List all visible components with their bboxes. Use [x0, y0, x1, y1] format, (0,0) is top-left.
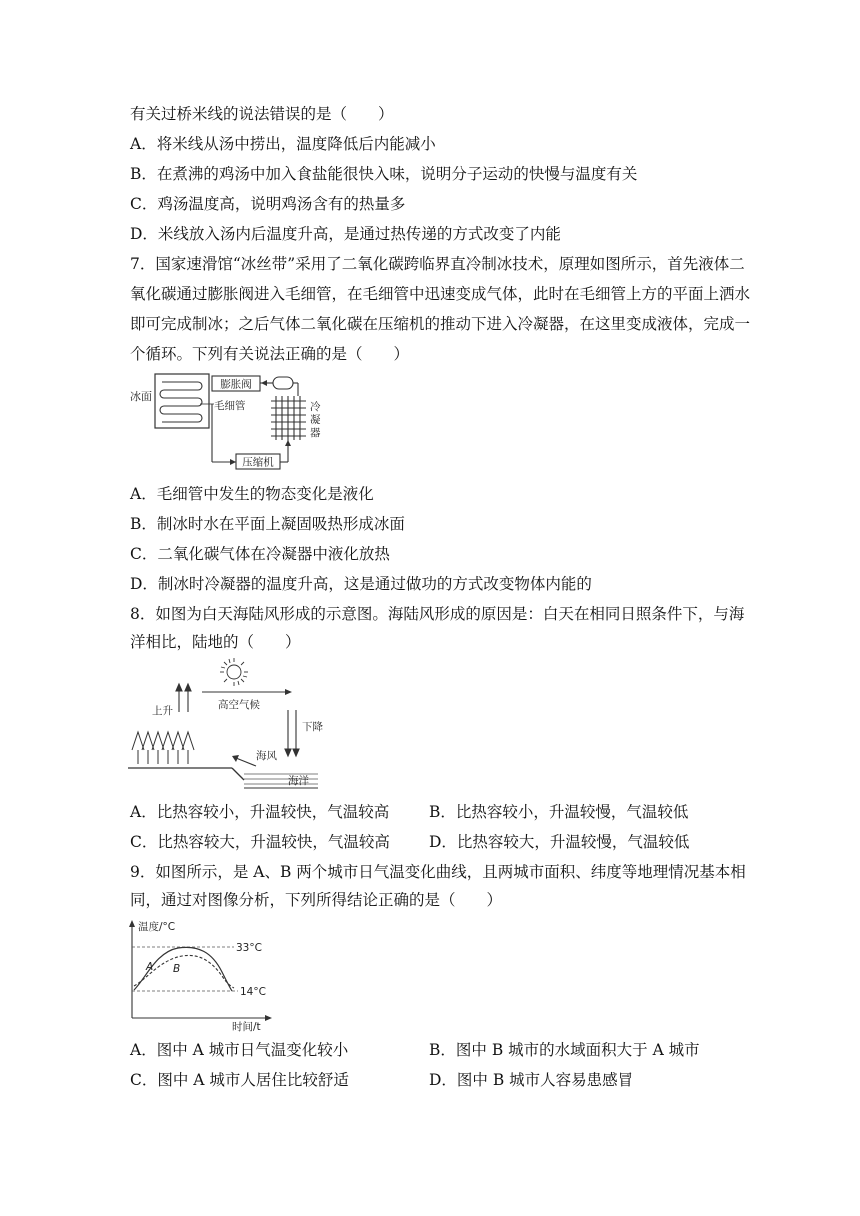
q7-figure-refrigeration-cycle	[128, 368, 348, 472]
q8-option-b: B．比热容较小，升温较慢，气温较低	[429, 803, 689, 821]
curve-a-label: A	[146, 961, 154, 973]
q6-option-c: C．鸡汤温度高，说明鸡汤含有的热量多	[130, 195, 406, 213]
q9-stem-line-2: 同，通过对图像分析，下列所得结论正确的是（ ）	[130, 891, 503, 909]
q8-sea-breeze-label: 海风	[256, 750, 277, 762]
q8-option-c: C．比热容较大，升温较快，气温较高	[130, 833, 390, 851]
q6-option-a: A．将米线从汤中捞出，温度降低后内能减小	[130, 135, 436, 153]
high-temp-label: 33°C	[236, 942, 262, 954]
q7-stem-line-3: 即可完成制冰；之后气体二氧化碳在压缩机的推动下进入冷凝器，在这里变成液体，完成一	[130, 315, 751, 333]
curve-b-label: B	[173, 963, 181, 975]
y-axis-label: 温度/°C	[138, 921, 176, 933]
q6-option-d: D．米线放入汤内后温度升高，是通过热传递的方式改变了内能	[130, 225, 561, 243]
q8-descend-label: 下降	[302, 721, 323, 733]
q8-option-a: A．比热容较小，升温较快，气温较高	[130, 803, 390, 821]
q8-ocean-label: 海洋	[288, 775, 309, 787]
q7-capillary-label: 毛细管	[214, 400, 246, 412]
q8-upper-air-label: 高空气候	[218, 699, 260, 711]
q6-stem-tail: 有关过桥米线的说法错误的是（ ）	[130, 105, 394, 123]
q7-ice-surface-label: 冰面	[130, 390, 152, 403]
q9-figure-temperature-curves	[126, 918, 276, 1034]
q6-option-b: B．在煮沸的鸡汤中加入食盐能很快入味，说明分子运动的快慢与温度有关	[130, 165, 638, 183]
q7-option-b: B．制冰时水在平面上凝固吸热形成冰面	[130, 515, 405, 533]
x-axis-label: 时间/t	[232, 1021, 261, 1033]
sun-icon	[220, 658, 248, 686]
q8-stem-line-1: 8．如图为白天海陆风形成的示意图。海陆风形成的原因是：白天在相同日照条件下，与海	[130, 605, 745, 623]
q9-option-b: B．图中 B 城市的水域面积大于 A 城市	[429, 1041, 700, 1059]
q7-stem-line-4: 个循环。下列有关说法正确的是（ ）	[130, 345, 410, 363]
q8-figure-sea-breeze	[128, 656, 328, 790]
q7-stem-line-2: 氧化碳通过膨胀阀进入毛细管，在毛细管中迅速变成气体，此时在毛细管上方的平面上洒水	[130, 285, 751, 303]
q7-compressor-label: 压缩机	[242, 456, 274, 469]
q7-option-a: A．毛细管中发生的物态变化是液化	[130, 485, 374, 503]
q7-option-d: D．制冰时冷凝器的温度升高，这是通过做功的方式改变物体内能的	[130, 575, 592, 593]
q8-rise-label: 上升	[152, 705, 173, 717]
q7-capillary-coil	[160, 382, 202, 422]
q9-option-a: A．图中 A 城市日气温变化较小	[130, 1041, 349, 1059]
q7-condenser-label: 冷凝器	[310, 401, 321, 439]
q7-condenser-coil	[271, 396, 306, 440]
q9-option-d: D．图中 B 城市人容易患感冒	[429, 1071, 634, 1089]
land-trees	[132, 732, 194, 764]
q7-receiver	[273, 377, 293, 389]
q7-expansion-valve-label: 膨胀阀	[220, 378, 252, 391]
q8-option-d: D．比热容较大，升温较慢，气温较低	[429, 833, 690, 851]
descending-air-arrows	[285, 710, 299, 756]
sea-breeze-arrow	[236, 758, 256, 766]
low-temp-label: 14°C	[240, 986, 266, 998]
q9-stem-line-1: 9．如图所示，是 A、B 两个城市日气温变化曲线，且两城市面积、纬度等地理情况基本相	[130, 863, 746, 881]
rising-air-arrows	[176, 684, 191, 712]
q8-stem-line-2: 洋相比，陆地的（ ）	[130, 633, 301, 651]
q7-stem-line-1: 7．国家速滑馆“冰丝带”采用了二氧化碳跨临界直冷制冰技术，原理如图所示，首先液体二	[130, 255, 745, 273]
q9-option-c: C．图中 A 城市人居住比较舒适	[130, 1071, 349, 1089]
q7-option-c: C．二氧化碳气体在冷凝器中液化放热	[130, 545, 390, 563]
